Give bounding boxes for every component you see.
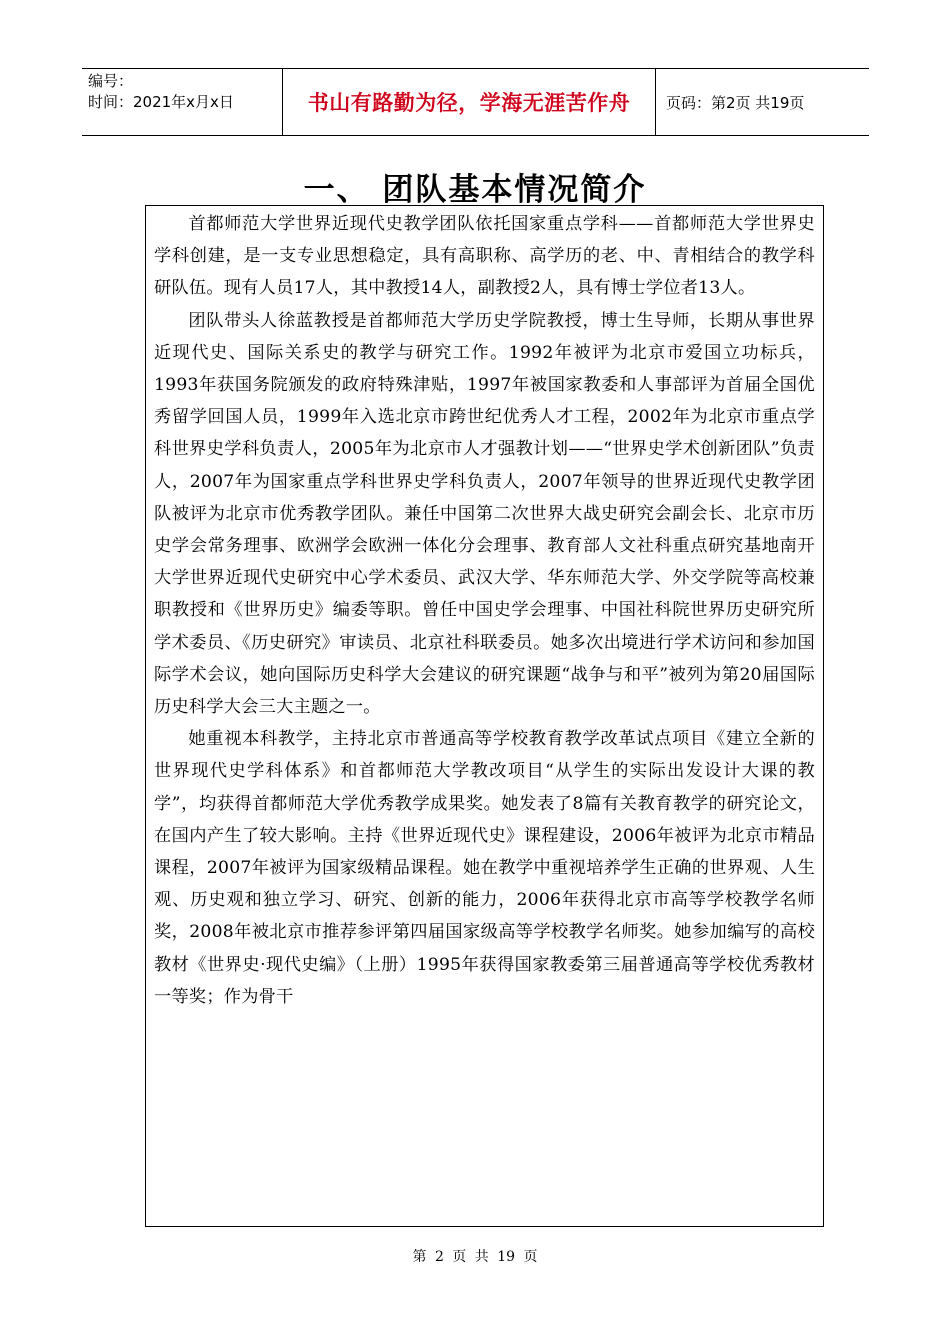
paragraph-team-overview: 首都师范大学世界近现代史教学团队依托国家重点学科——首都师范大学世界史学科创建，是一支专业思想稳定，具有高职称、高学历的老、中、青相结合的教学科研队伍。现有人员17人，其中教授14人，副教授2人，具有博士学位者13人。 <box>154 214 815 299</box>
document-time-label: 时间：2021年x月x日 <box>88 93 234 111</box>
page-footer: 第 2 页 共 19 页 <box>412 1249 538 1265</box>
header-page-info: 页码：第2页 共19页 <box>666 93 805 112</box>
paragraph-teaching: 她重视本科教学，主持北京市普通高等学校教育教学改革试点项目《建立全新的世界现代史学科体系》和首都师范大学教改项目“从学生的实际出发设计大课的教学”，均获得首都师范大学优秀教学成果奖。她发表了8篇有关教育教学的研究论文，在国内产生了较大影响。主持《世界近现代史》课程建设，2006年被评为北京市精品课程，2007年被评为国家级精品课程。她在教学中重视培养学生正确的世界观、人生观、历史观和独立学习、研究、创新的能力，2006年获得北京市高等学校教学名师奖，2008年被北京市推荐参评第四届国家级高等学校教学名师奖。她参加编写的高校教材《世界史·现代史编》（上册）1995年获得国家教委第三届普通高等学校优秀教材一等奖；作为骨干 <box>154 729 815 1007</box>
content-box <box>145 205 824 1227</box>
section-title: 一、 团队基本情况简介 <box>303 172 647 208</box>
page-header <box>82 68 869 136</box>
header-motto: 书山有路勤为径，学海无涯苦作舟 <box>282 69 656 135</box>
document-number-label: 编号： <box>88 72 134 90</box>
header-meta <box>82 69 282 135</box>
paragraph-team-leader: 团队带头人徐蓝教授是首都师范大学历史学院教授，博士生导师，长期从事世界近现代史、国际关系史的教学与研究工作。1992年被评为北京市爱国立功标兵，1993年获国务院颁发的政府特殊津贴，1997年被国家教委和人事部评为首届全国优秀留学回国人员，1999年入选北京市跨世纪优秀人才工程，2002年为北京市重点学科世界史学科负责人，2005年为北京市人才强教计划——“世界史学术创新团队”负责人，2007年为国家重点学科世界史学科负责人，2007年领导的世界近现代史教学团队被评为北京市优秀教学团队。兼任中国第二次世界大战史研究会副会长、北京市历史学会常务理事、欧洲学会欧洲一体化分会理事、教育部人文社科重点研究基地南开大学世界近现代史研究中心学术委员、武汉大学、华东师范大学、外交学院等高校兼职教授和《世界历史》编委等职。曾任中国史学会理事、中国社科院世界历史研究所学术委员、《历史研究》审读员、北京社科联委员。她多次出境进行学术访问和参加国际学术会议，她向国际历史科学大会建议的研究课题“战争与和平”被列为第20届国际历史科学大会三大主题之一。 <box>154 310 815 718</box>
